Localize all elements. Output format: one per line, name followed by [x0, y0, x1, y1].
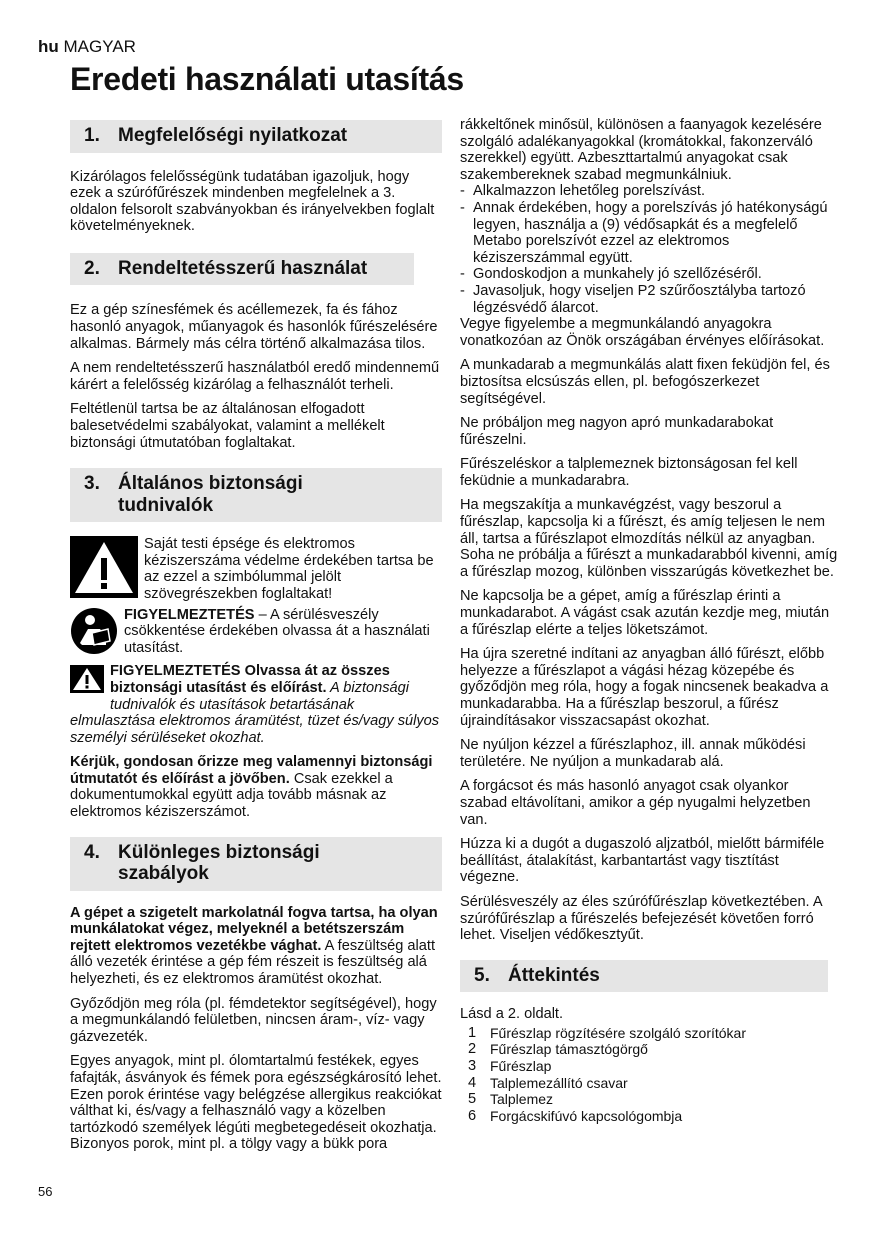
overview-item — [468, 1025, 838, 1042]
manual-warning-text — [124, 607, 442, 660]
section-number: 4. — [84, 841, 100, 863]
overview-item — [468, 1108, 838, 1125]
paragraph: Ha újra szeretné indítani az anyagban álló fűrészt, előbb helyezze a fűrészlapot a vágási hézag közepébe és győződjön meg róla, hogy a fogak nincsenek beakadva a munkadarabba. Ha a fűrészlap beszorul, a fűrész újraindításakor visszacsapást okozhat. — [460, 646, 829, 729]
paragraph: Feltétlenül tartsa be az általánosan elfogadott balesetvédelmi szabályokat, valamint a mellékelt biztonsági útmutatóban foglaltakat. — [70, 401, 385, 451]
warning-body: – A sérülésveszély csökkentése érdekében olvassa át a használati utasítást. — [124, 606, 430, 656]
paragraph: Ne próbáljon meg nagyon apró munkadarabokat fűrészelni. — [460, 415, 774, 448]
paragraph: Ez a gép színesfémek és acéllemezek, fa és fához hasonló anyagok, műanyagok és hasonlók fűrészelésére alkalmas. Bármely más célra történő alkalmazása tilos. — [70, 302, 438, 352]
section-heading-4 — [70, 837, 442, 891]
overview-item-number: 2 — [468, 1041, 477, 1058]
paragraph: Húzza ki a dugót a dugaszoló aljzatból, mielőtt bármiféle beállítást, átalakítást, karbantartást vagy tisztítást végezne. — [460, 836, 825, 886]
overview-item-number: 4 — [468, 1074, 477, 1091]
overview-item-number: 6 — [468, 1107, 477, 1124]
left-column — [70, 120, 442, 1161]
paragraph: A munkadarab a megmunkálás alatt fixen feküdjön fel, és biztosítsa elcsúszás ellen, pl. befogószerkezet segítségével. — [460, 357, 830, 407]
paragraph: Egyes anyagok, mint pl. ólomtartalmú festékek, egyes fafajták, ásványok és fémek pora egészségkárosító lehet. Ezen porok érintése vagy belégzése allergikus reakciókat válthat ki, és/vagy a felhasználó vagy a közelben tartózkodó személyek légúti megbetegedéseit okozhatja. — [70, 1053, 442, 1136]
overview-item-label: Fűrészlap — [490, 1058, 552, 1074]
section-heading-5 — [460, 960, 828, 993]
section-title: Rendeltetésszerű használat — [118, 257, 368, 279]
overview-item-number: 5 — [468, 1091, 477, 1108]
paragraph: Bizonyos porok, mint pl. a tölgy vagy a bükk pora — [70, 1136, 388, 1153]
overview-list — [468, 1025, 838, 1125]
warning-block — [70, 536, 442, 603]
warning-keyword: FIGYELMEZTETÉS — [124, 606, 255, 623]
warning-text: Saját testi épsége és elektromos kéziszerszáma védelme érdekében tartsa be az ezzel a szimbólummal jelölt szövegrészekben foglaltakat! — [144, 536, 434, 602]
overview-item-label: Forgácskifúvó kapcsológombja — [490, 1107, 683, 1124]
paragraph: rákkeltőnek minősül, különösen a faanyagok kezelésére szolgáló adalékanyagokkal (kromátokkal, fakonzerváló szerekkel) együtt. Azbeszttartalmú anyagokat csak szakembereknek szabad megmunkálniuk. — [460, 117, 822, 183]
dash-item-text: Javasoljuk, hogy viseljen P2 szűrőosztályba tartozó légzésvédő álarcot. — [473, 282, 806, 316]
overview-item-number: 3 — [468, 1058, 477, 1074]
general-warning-block — [70, 663, 442, 746]
section-number: 3. — [84, 473, 100, 495]
page-title: Eredeti használati utasítás — [70, 61, 464, 97]
language-name: MAGYAR — [63, 37, 136, 56]
paragraph: A nem rendeltetésszerű használatból eredő mindennemű kárért a felelősség kizárólag a felhasználót terheli. — [70, 360, 440, 393]
section-title: Különleges biztonsági szabályok — [118, 841, 320, 885]
paragraph: Győződjön meg róla (pl. fémdetektor segítségével), hogy a megmunkálandó felületben, nincsen áram-, víz- vagy gázvezeték. — [70, 995, 437, 1045]
warning-bold: FIGYELMEZTETÉS Olvassa át az összes biztonsági utasítást és előírást. — [110, 663, 390, 696]
language-code: hu — [38, 37, 59, 56]
section-number: 1. — [84, 125, 100, 146]
dash-list-item — [460, 266, 838, 283]
overview-item — [468, 1058, 838, 1075]
paragraph: Sérülésveszély az éles szúrófűrészlap következtében. A szúrófűrészlap a fűrészelés befejezését követően forró lehet. Viseljen védőkesztyűt. — [460, 893, 822, 944]
dash-item-text: Annak érdekében, hogy a porelszívás jó hatékonyságú legyen, használja a (9) védősapkát és a megfelelő Metabo porelszívót ezzel az elektromos kéziszerszámmal együtt. — [473, 199, 828, 266]
paragraph: Fűrészeléskor a talplemeznek biztonságosan fel kell feküdnie a munkadarabra. — [460, 456, 798, 489]
overview-item-label: Talplemezállító csavar — [490, 1074, 628, 1091]
section-number: 2. — [84, 257, 100, 279]
dash-item-text: Alkalmazzon lehetőleg porelszívást. — [473, 183, 705, 200]
warning-triangle-icon — [70, 536, 138, 603]
paragraph-bold: A gépet a szigetelt markolatnál fogva tartsa, ha olyan munkálatokat végez, melyeknél a betétszerszám rejtett elektromos vezetékbe vághat. — [70, 904, 438, 954]
section-title: Áttekintés — [508, 964, 600, 986]
dash-list-item — [460, 200, 838, 266]
dash-bullet: - — [460, 266, 465, 283]
right-column — [460, 117, 838, 1124]
paragraph: Vegye figyelembe a megmunkálandó anyagokra vonatkozóan az Önök országában érvényes előírásokat. — [460, 316, 825, 349]
paragraph-bold: Kérjük, gondosan őrizze meg valamennyi biztonsági útmutatót és előírást a jövőben. — [70, 754, 433, 787]
paragraph-text: Csak ezekkel a dokumentumokkal együtt adja tovább másnak az elektromos kéziszerszámot. — [70, 770, 393, 821]
paragraph: A forgácsot és más hasonló anyagot csak olyankor szabad eltávolítani, amikor a gép nyugalmi helyzetben van. — [460, 778, 811, 828]
read-manual-icon — [70, 607, 118, 660]
overview-item — [468, 1075, 838, 1092]
overview-item-label: Fűrészlap támasztógörgő — [490, 1041, 648, 1058]
section-title: Megfelelőségi nyilatkozat — [118, 125, 348, 146]
section-number: 5. — [474, 964, 490, 986]
page-number: 56 — [38, 1184, 53, 1199]
section-title: Általános biztonsági tudnivalók — [118, 473, 303, 516]
overview-intro: Lásd a 2. oldalt. — [460, 1006, 564, 1023]
warning-small-icon — [70, 665, 104, 698]
language-label — [38, 37, 136, 57]
paragraph — [70, 754, 442, 820]
section-heading-3 — [70, 468, 442, 522]
section-heading-1 — [70, 120, 442, 153]
paragraph: Ne nyúljon kézzel a fűrészlaphoz, ill. annak működési területére. Ne nyúljon a munkadarab alá. — [460, 737, 806, 770]
overview-item-label: Fűrészlap rögzítésére szolgáló szorítókar — [490, 1024, 746, 1041]
paragraph — [70, 905, 442, 988]
section-heading-2 — [70, 253, 414, 286]
paragraph: Kizárólagos felelősségünk tudatában igazoljuk, hogy ezek a szúrófűrészek mindenben megfelelnek a 3. oldalon felsorolt szabványokban és irányelvekben foglalt követelményeknek. — [70, 168, 435, 235]
paragraph-text: A feszültség alatt álló vezeték érintése a gép fém részeit is feszültség alá helyezheti, és ez elektromos áramütést okozhat. — [70, 937, 436, 988]
overview-item — [468, 1091, 838, 1108]
paragraph: Ha megszakítja a munkavégzést, vagy beszorul a fűrészlap, kapcsolja ki a fűrészt, és amíg teljesen le nem áll, tartsa a fűrészlapot elmozdítás nélkül az anyagban. Soha ne próbálja a fűrészt a munkadarabból kivenni, amíg a fűrészlap mozog, különben visszarúgás következhet be. — [460, 497, 838, 580]
warning-italic: A biztonsági tudnivalók és utasítások betartásának elmulasztása elektromos áramütést, tüzet és/vagy súlyos személyi sérüléseket okozhat. — [70, 679, 440, 746]
overview-item-number: 1 — [468, 1024, 477, 1041]
dash-list — [460, 183, 838, 316]
dash-list-item — [460, 183, 838, 200]
overview-item — [468, 1041, 838, 1058]
read-manual-block — [70, 607, 442, 660]
dash-item-text: Gondoskodjon a munkahely jó szellőzéséről. — [473, 266, 762, 283]
paragraph: Ne kapcsolja be a gépet, amíg a fűrészlap érinti a munkadarabot. A vágást csak azután kezdje meg, miután a fűrészlap elérte a teljes löketszámot. — [460, 588, 830, 638]
dash-list-item — [460, 283, 838, 316]
overview-item-label: Talplemez — [490, 1091, 554, 1108]
dash-bullet: - — [460, 282, 465, 299]
dash-bullet: - — [460, 183, 465, 200]
dash-bullet: - — [460, 199, 465, 216]
